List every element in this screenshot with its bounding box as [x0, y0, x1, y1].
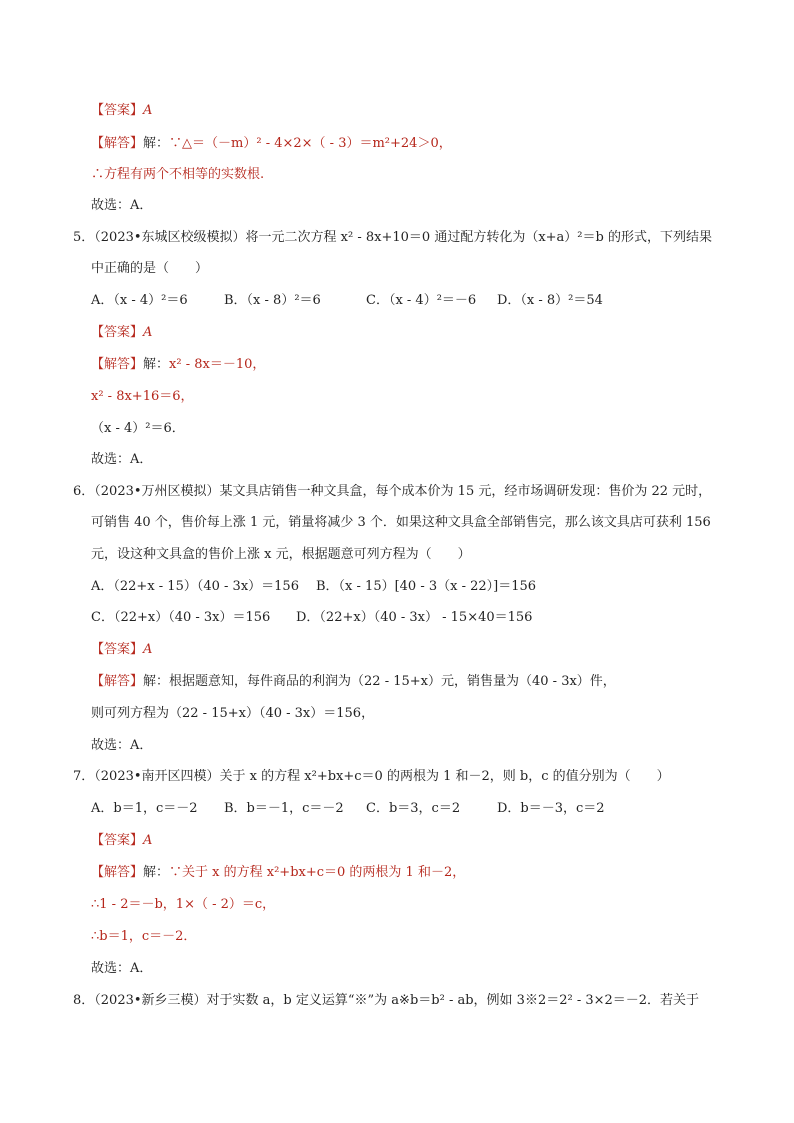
- q7-conclusion: 故选：A．: [91, 961, 153, 976]
- q4-answer-line: [91, 102, 152, 120]
- q7-stem1: 关于 x 的方程 x²+bx+c＝0 的两根为 1 和－2，则 b，c 的值分别为（ ）: [219, 769, 670, 784]
- q7-option-c: C．b＝3，c＝2: [366, 801, 461, 816]
- solution-prefix: 解：: [143, 674, 170, 689]
- q5-sol3: （x - 4）²＝6．: [91, 421, 185, 436]
- q5-sol1: x² - 8x＝－10，: [169, 357, 266, 372]
- q6-stem1: 某文具店销售一种文具盒，每个成本价为 15 元，经市场调研发现：售价为 22 元时，: [219, 484, 712, 499]
- question-source: （2023•新乡三模）: [94, 993, 207, 1008]
- solution-prefix: 解：: [143, 357, 170, 372]
- q5-solution-line: [91, 356, 265, 374]
- q5-option-c: C．（x - 4）²＝－6: [366, 293, 477, 308]
- answer-tag: 【答案】: [91, 325, 144, 340]
- question-source: （2023•东城区校级模拟）: [94, 230, 246, 245]
- q8-stem1: 对于实数 a，b 定义运算“※”为 a※b＝b² - ab，例如 3※2＝2² - 3×2＝－2．若关于: [206, 993, 700, 1008]
- answer-tag: 【答案】: [91, 642, 144, 657]
- answer-tag: 【答案】: [91, 103, 144, 118]
- q4-conclusion: 故选：A．: [91, 198, 153, 213]
- q6-conclusion: 故选：A．: [91, 738, 153, 753]
- q4-sol2: ∴方程有两个不相等的实数根.: [91, 167, 265, 182]
- q7-sol1: ∵关于 x 的方程 x²+bx+c＝0 的两根为 1 和－2，: [169, 865, 466, 880]
- question-number: 8．: [73, 993, 95, 1008]
- q5-option-a: A．（x - 4）²＝6: [91, 293, 188, 308]
- q5-option-d: D．（x - 8）²＝54: [497, 293, 603, 308]
- solution-tag: 【解答】: [91, 136, 144, 151]
- q6-sol1: 根据题意知，每件商品的利润为（22 - 15+x）元，销售量为（40 - 3x）件，: [169, 674, 616, 689]
- q6-stem-line1: [73, 483, 711, 501]
- q7-sol2: ∴1 - 2＝－b，1×（ - 2）＝c，: [91, 897, 276, 912]
- q5-stem2: 中正确的是（ ）: [91, 261, 209, 276]
- answer-tag: 【答案】: [91, 833, 144, 848]
- q6-option-d: D．（22+x）（40 - 3x） - 15×40＝156: [296, 610, 533, 625]
- question-source: （2023•万州区模拟）: [94, 484, 220, 499]
- q5-answer-line: [91, 324, 152, 342]
- solution-tag: 【解答】: [91, 865, 144, 880]
- q6-stem2: 可销售 40 个，售价每上涨 1 元，销量将减少 3 个．如果这种文具盒全部销售完，那么该文具店可获利 156: [91, 515, 711, 530]
- q6-solution-line: [91, 673, 616, 691]
- q5-conclusion: 故选：A．: [91, 452, 153, 467]
- answer-value: A: [143, 325, 153, 340]
- solution-prefix: 解：: [143, 136, 170, 151]
- solution-tag: 【解答】: [91, 674, 144, 689]
- q8-stem-line1: [73, 992, 699, 1010]
- q5-option-b: B．（x - 8）²＝6: [224, 293, 321, 308]
- q7-option-b: B．b＝－1，c＝－2: [224, 801, 344, 816]
- question-number: 6．: [73, 484, 95, 499]
- question-number: 7．: [73, 769, 95, 784]
- q7-sol3: ∴b＝1，c＝－2．: [91, 929, 197, 944]
- q6-answer-line: [91, 641, 152, 659]
- q7-option-a: A．b＝1，c＝－2: [91, 801, 198, 816]
- q6-stem3: 元，设这种文具盒的售价上涨 x 元，根据题意可列方程为（ ）: [91, 547, 471, 562]
- q5-stem1: 将一元二次方程 x² - 8x+10＝0 通过配方转化为（x+a）²＝b 的形式，下列结果: [245, 230, 712, 245]
- solution-tag: 【解答】: [91, 357, 144, 372]
- q7-answer-line: [91, 832, 152, 850]
- answer-value: A: [143, 833, 153, 848]
- answer-value: A: [143, 642, 153, 657]
- q4-sol1: ∵△＝（－m）² - 4×2×（ - 3）＝m²+24＞0，: [169, 136, 452, 151]
- question-source: （2023•南开区四模）: [94, 769, 220, 784]
- q6-option-c: C．（22+x）（40 - 3x）＝156: [91, 610, 271, 625]
- q6-sol2: 则可列方程为（22 - 15+x）（40 - 3x）＝156，: [91, 706, 375, 721]
- solution-prefix: 解：: [143, 865, 170, 880]
- q6-option-a: A．（22+x - 15）（40 - 3x）＝156: [91, 579, 299, 594]
- answer-value: A: [143, 103, 153, 118]
- q5-sol2: x² - 8x+16＝6，: [91, 389, 194, 404]
- q7-stem-line1: [73, 768, 670, 786]
- q6-option-b: B．（x - 15）[40 - 3（x - 22）]＝156: [316, 579, 537, 594]
- question-number: 5．: [73, 230, 95, 245]
- q7-option-d: D．b＝－3，c＝2: [497, 801, 605, 816]
- q7-solution-line: [91, 864, 465, 882]
- q4-solution-line: [91, 135, 452, 153]
- q5-stem-line1: [73, 229, 712, 247]
